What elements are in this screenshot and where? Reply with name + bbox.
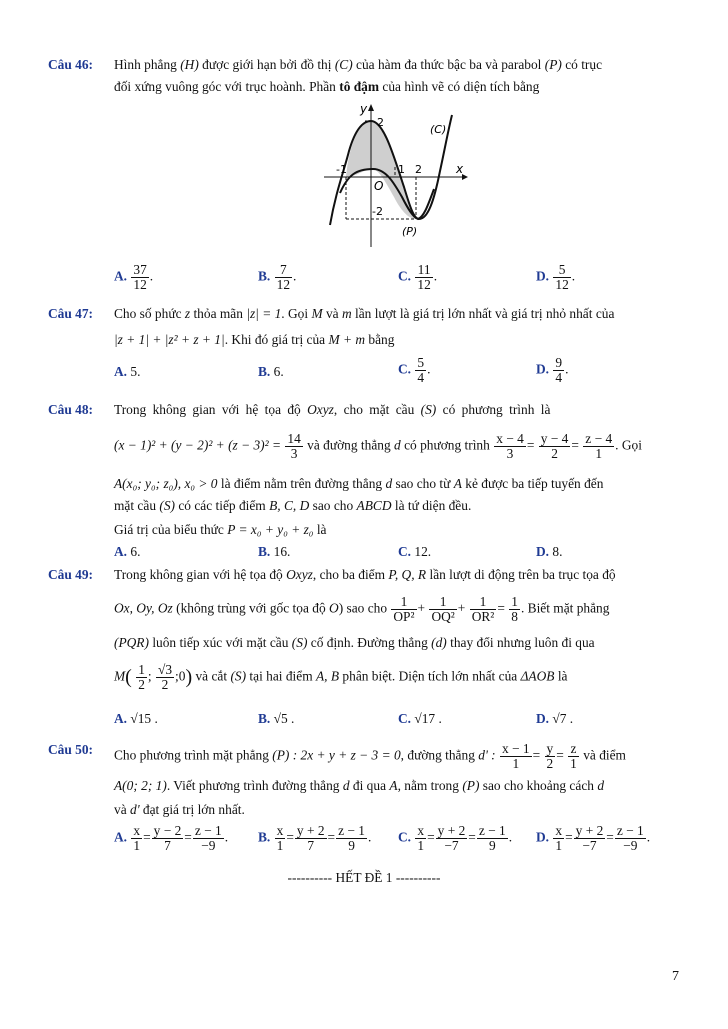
tick-label: 1	[398, 163, 405, 176]
question-text: Hình phẳng (H) được giới hạn bởi đồ thị (C) của hàm đa thức bậc ba và parabol (P) có trục	[114, 57, 603, 72]
question-number: Câu 50:	[48, 742, 94, 757]
option-b[interactable]: B. 6.	[258, 364, 284, 379]
tick-label: -2	[372, 205, 383, 218]
option-c[interactable]: C. 12.	[398, 544, 432, 559]
option-b[interactable]: B. $\frac{x}{1}$ = $\frac{y + 2}{7}$ = $\frac{z - 1}{9}$ .	[258, 823, 372, 853]
option-d[interactable]: D. $\frac{5}{12}$ .	[536, 262, 576, 292]
end-of-exam-marker: ---------- HẾT ĐỀ 1 ----------	[287, 870, 441, 885]
option-a[interactable]: A. $\frac{37}{12}$ .	[114, 262, 154, 292]
question-number: Câu 47:	[48, 306, 94, 321]
option-d[interactable]: D. $\frac{9}{4}$ .	[536, 355, 569, 385]
option-d[interactable]: D. $\frac{x}{1}$ = $\frac{y + 2}{-7}$ = $\frac{z - 1}{-9}$ .	[536, 823, 651, 853]
option-a[interactable]: A. 6.	[114, 544, 141, 559]
question-number: Câu 46:	[48, 57, 94, 72]
option-c[interactable]: C. √17 .	[398, 711, 442, 726]
question-number: Câu 48:	[48, 402, 94, 417]
option-b[interactable]: B. $\frac{7}{12}$ .	[258, 262, 297, 292]
origin-label: O	[374, 179, 384, 193]
question-text: mặt cầu (S) có các tiếp điểm B, C, D sao cho ABCD là tứ diện đều.	[114, 498, 472, 513]
question-text: M( $\frac{1}{2}$ ; $\frac{√3}{2}$ ;0) và cắt (S) tại hai điểm A, B phân biệt. Diện tích lớn nhất của ΔAOB là	[114, 662, 568, 692]
tick-label: 2	[415, 163, 422, 176]
option-c[interactable]: C. $\frac{x}{1}$ = $\frac{y + 2}{-7}$ = $\frac{z - 1}{9}$ .	[398, 823, 513, 853]
page-number: 7	[672, 969, 679, 984]
tick-label: 2	[377, 116, 384, 129]
tick-label: -1	[336, 163, 347, 176]
axis-y-label: y	[360, 102, 368, 116]
option-c[interactable]: C. $\frac{5}{4}$ .	[398, 355, 431, 385]
curve-label-p: (P)	[402, 225, 418, 238]
question-text: A(x₀; y₀; z₀), x₀ > 0 là điểm nằm trên đường thẳng d sao cho từ A kẻ được ba tiếp tuyến đến	[114, 476, 604, 491]
question-text: Giá trị của biểu thức P = x₀ + y₀ + z₀ là	[114, 522, 327, 537]
option-a[interactable]: A. √15 .	[114, 711, 158, 726]
question-text: Ox, Oy, Oz (không trùng với gốc tọa độ O) sao cho $\frac{1}{\text{OP²}}$ + $\frac{1}{\text{OQ²}}$ + $\frac{1}{\text{OR²}}$ = $\frac{1}{8}$ . Biết mặt phẳng	[114, 594, 610, 624]
question-text: A(0; 2; 1). Viết phương trình đường thẳng d đi qua A, nằm trong (P) sao cho khoảng cách d	[114, 778, 605, 793]
curve-label-c: (C)	[430, 123, 447, 136]
option-a[interactable]: A. 5.	[114, 364, 141, 379]
question-text: Cho số phức z thỏa mãn |z| = 1. Gọi M và m lần lượt là giá trị lớn nhất và giá trị nhỏ nhất của	[114, 306, 615, 321]
question-text: Cho phương trình mặt phẳng (P) : 2x + y + z − 3 = 0, đường thẳng d' : $\frac{x - 1}{1}$ = $\frac{y}{2}$ = $\frac{z}{1}$ và điểm	[114, 741, 626, 771]
question-text: (PQR) luôn tiếp xúc với mặt cầu (S) cố định. Đường thẳng (d) thay đổi nhưng luôn đi qua	[114, 635, 595, 650]
question-number: Câu 49:	[48, 567, 94, 582]
option-b[interactable]: B. √5 .	[258, 711, 295, 726]
question-text: và d' đạt giá trị lớn nhất.	[114, 802, 245, 817]
option-d[interactable]: D. 8.	[536, 544, 563, 559]
y-axis-arrow	[368, 104, 374, 111]
area-graph-figure	[316, 101, 478, 251]
question-text: Trong không gian với hệ tọa độ Oxyz, cho mặt cầu (S) có phương trình là	[114, 402, 551, 417]
option-d[interactable]: D. √7 .	[536, 711, 574, 726]
option-c[interactable]: C. $\frac{11}{12}$ .	[398, 262, 438, 292]
question-text: đối xứng vuông góc với trục hoành. Phần tô đậm của hình vẽ có diện tích bằng	[114, 79, 540, 94]
question-text: |z + 1| + |z² + z + 1|. Khi đó giá trị của M + m bằng	[114, 332, 395, 347]
question-text: Trong không gian với hệ tọa độ Oxyz, cho ba điểm P, Q, R lần lượt di động trên ba trục tọa độ	[114, 567, 616, 582]
option-b[interactable]: B. 16.	[258, 544, 291, 559]
option-a[interactable]: A. $\frac{x}{1}$ = $\frac{y - 2}{7}$ = $\frac{z - 1}{-9}$ .	[114, 823, 229, 853]
question-text: (x − 1)² + (y − 2)² + (z − 3)² = $\frac{14}{3}$ và đường thẳng d có phương trình $\frac{x - 4}{3}$ = $\frac{y - 4}{2}$ = $\frac{z - 4}{1}$ . Gọi	[114, 431, 642, 461]
axis-x-label: x	[456, 162, 464, 176]
